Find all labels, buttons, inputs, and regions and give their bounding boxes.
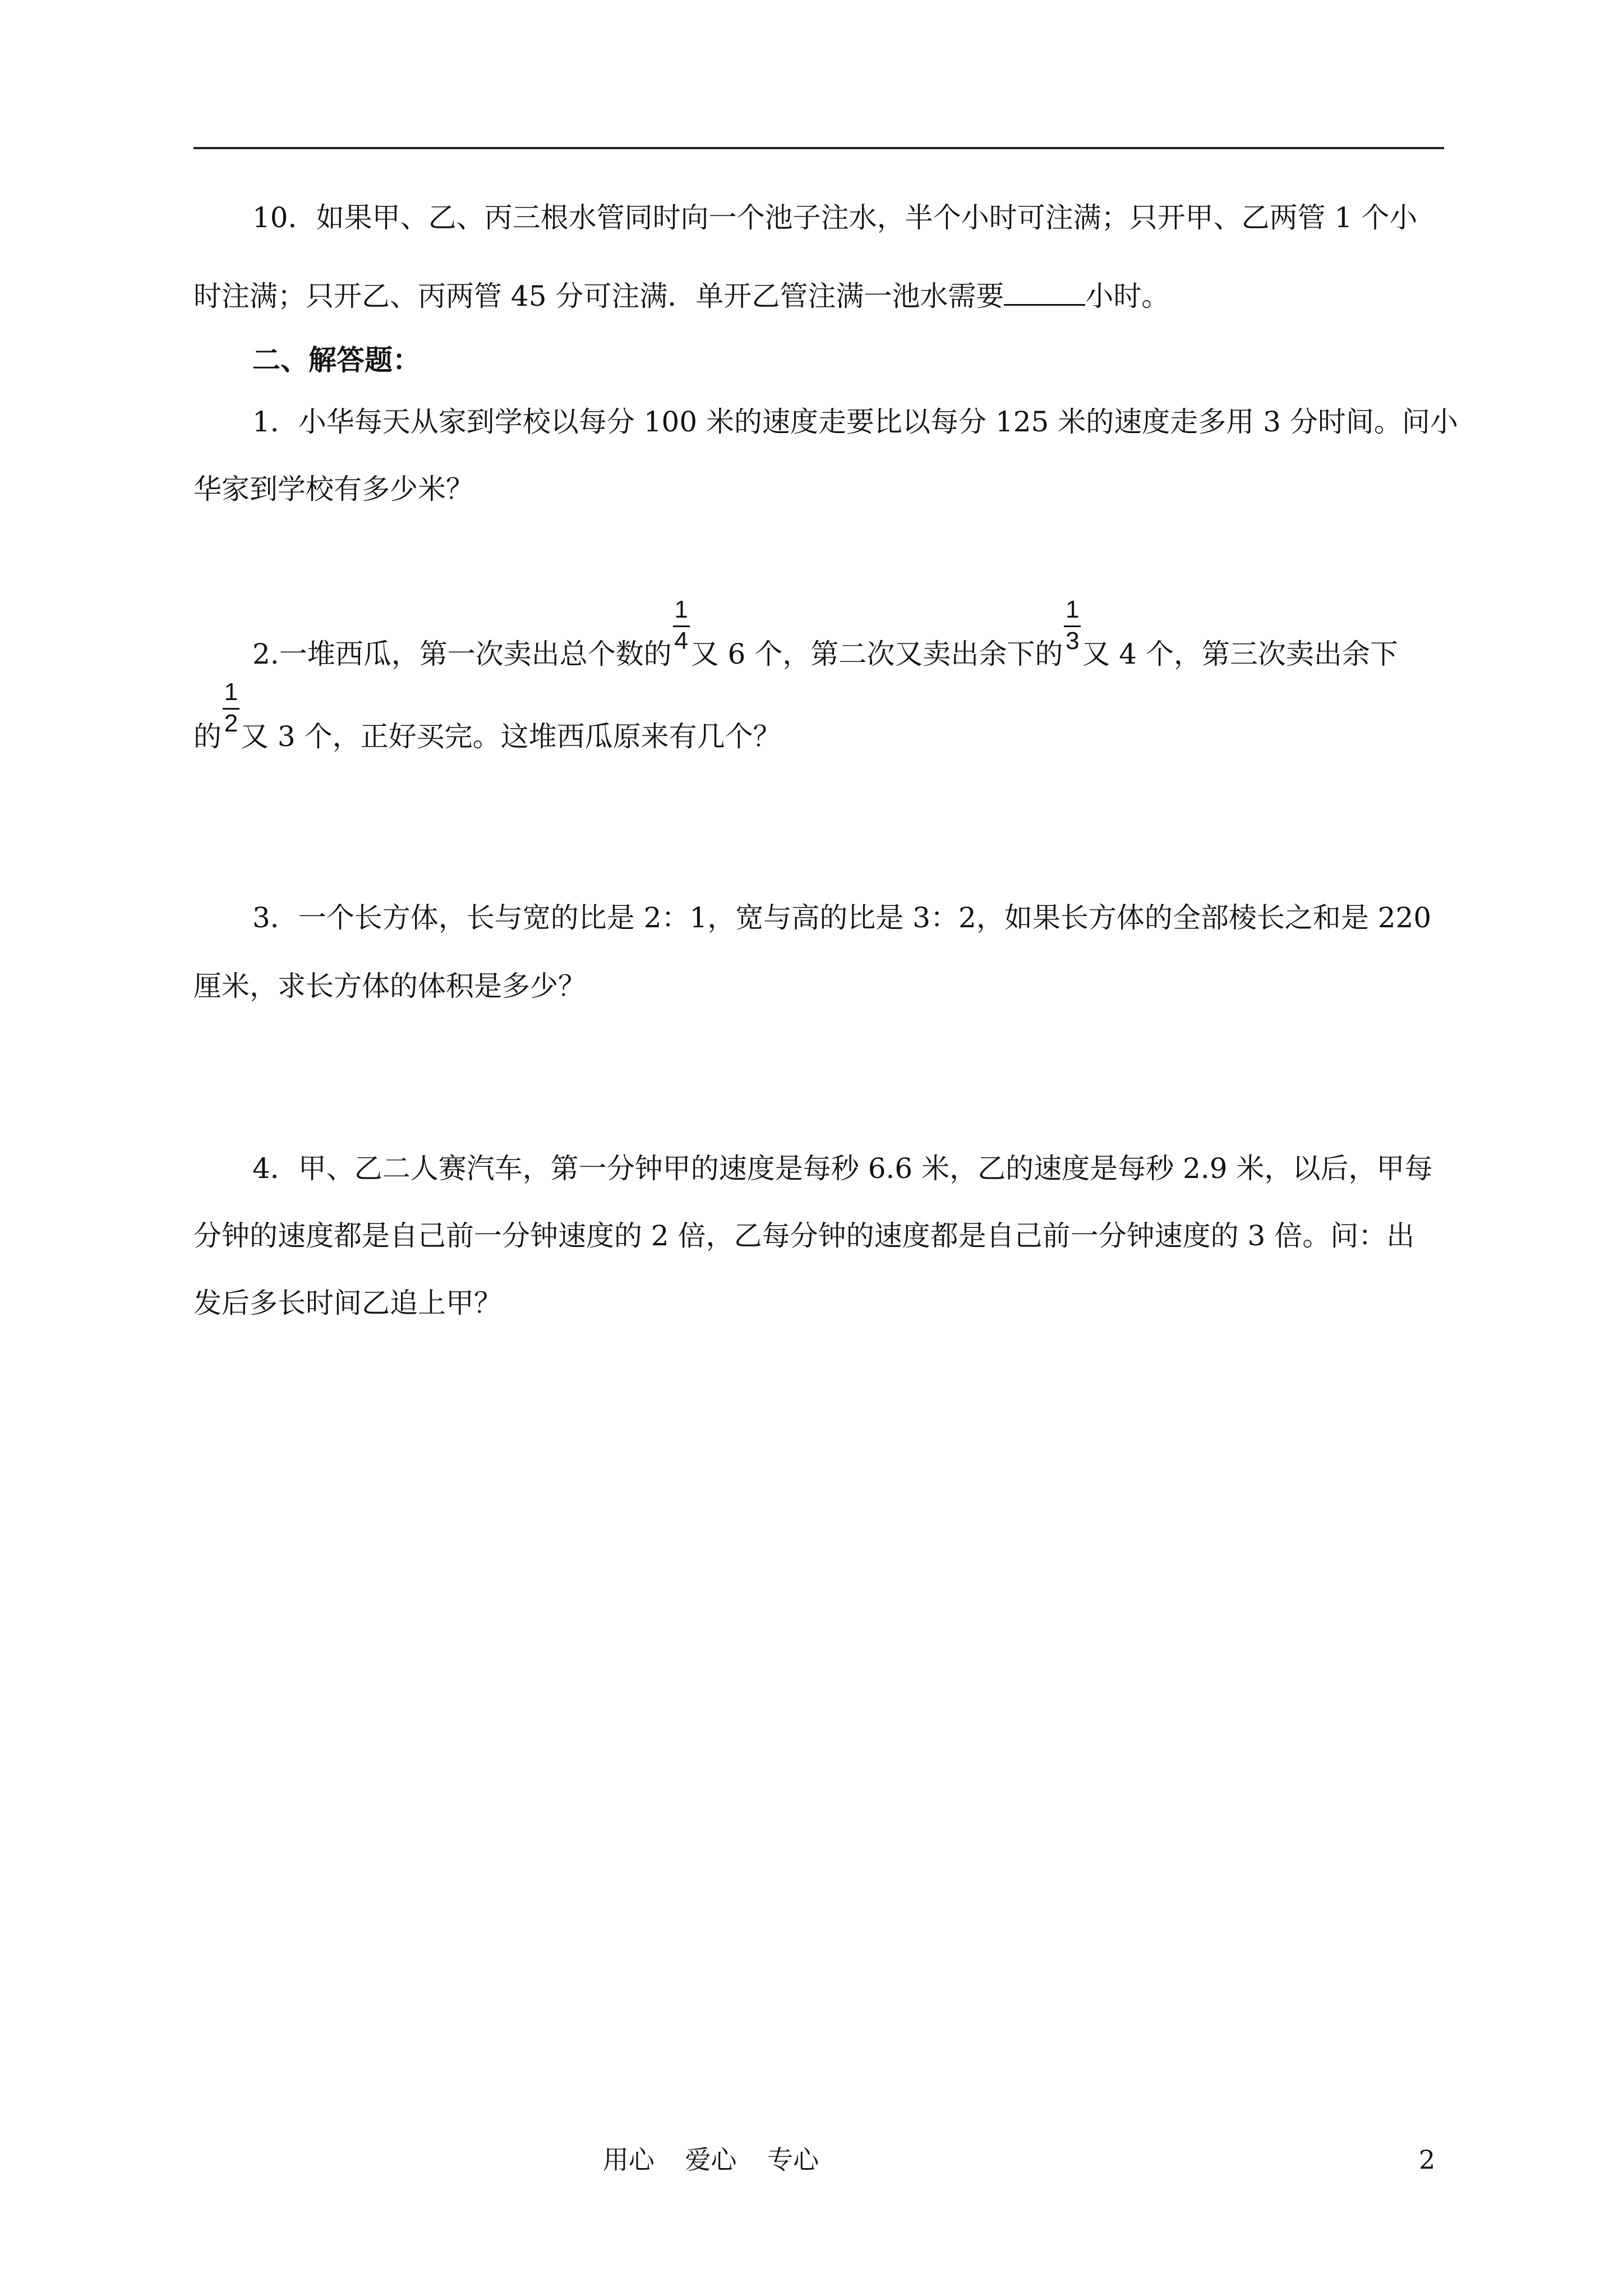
fraction-one-half: $\frac{1}{2}$ [222, 712, 241, 746]
problem-2-text-d: 的 [193, 720, 222, 753]
q10-line-1: 10．如果甲、乙、丙三根水管同时向一个池子注水，半个小时可注满；只开甲、乙两管 1 个小 [252, 201, 1418, 234]
header-rule [193, 147, 1444, 149]
problem-4-line-1: 4．甲、乙二人赛汽车，第一分钟甲的速度是每秒 6.6 米，乙的速度是每秒 2.9 米，以后，甲每 [252, 1152, 1433, 1185]
q10-line-2-suffix: 小时。 [1085, 280, 1170, 312]
problem-3-line-1: 3．一个长方体，长与宽的比是 2：1，宽与高的比是 3：2，如果长方体的全部棱长之和是 220 [252, 901, 1432, 934]
problem-1-line-2: 华家到学校有多少米？ [193, 473, 474, 505]
fraction-one-third: $\frac{1}{3}$ [1063, 630, 1082, 664]
problem-2-line-2 [193, 678, 781, 753]
footer-motto: 用心 爱心 专心 [602, 2145, 819, 2175]
q10-line-2-text: 时注满；只开乙、丙两管 45 分可注满．单开乙管注满一池水需要 [193, 280, 1004, 312]
problem-1-line-1: 1．小华每天从家到学校以每分 100 米的速度走要比以每分 125 米的速度走多用 3 分时间。问小 [252, 406, 1458, 438]
problem-2-text-b: 又 6 个，第二次又卖出余下的 [690, 638, 1063, 670]
page-number: 2 [1419, 2145, 1436, 2175]
section-title: 二、解答题： [252, 343, 421, 376]
problem-4-line-2: 分钟的速度都是自己前一分钟速度的 2 倍，乙每分钟的速度都是自己前一分钟速度的 3 倍。问：出 [193, 1220, 1415, 1252]
problem-2-line-1 [252, 596, 1398, 671]
q10-line-2 [193, 279, 1169, 313]
problem-4-line-3: 发后多长时间乙追上甲？ [193, 1287, 502, 1319]
problem-2-text-a: 2.一堆西瓜，第一次卖出总个数的 [252, 638, 672, 670]
answer-blank [1004, 279, 1085, 306]
fraction-one-quarter: $\frac{1}{4}$ [672, 630, 691, 664]
problem-3-line-2: 厘米，求长方体的体积是多少？ [193, 970, 586, 1002]
problem-2-text-e: 又 3 个，正好买完。这堆西瓜原来有几个？ [241, 720, 781, 753]
problem-2-text-c: 又 4 个，第三次卖出余下 [1082, 638, 1398, 670]
